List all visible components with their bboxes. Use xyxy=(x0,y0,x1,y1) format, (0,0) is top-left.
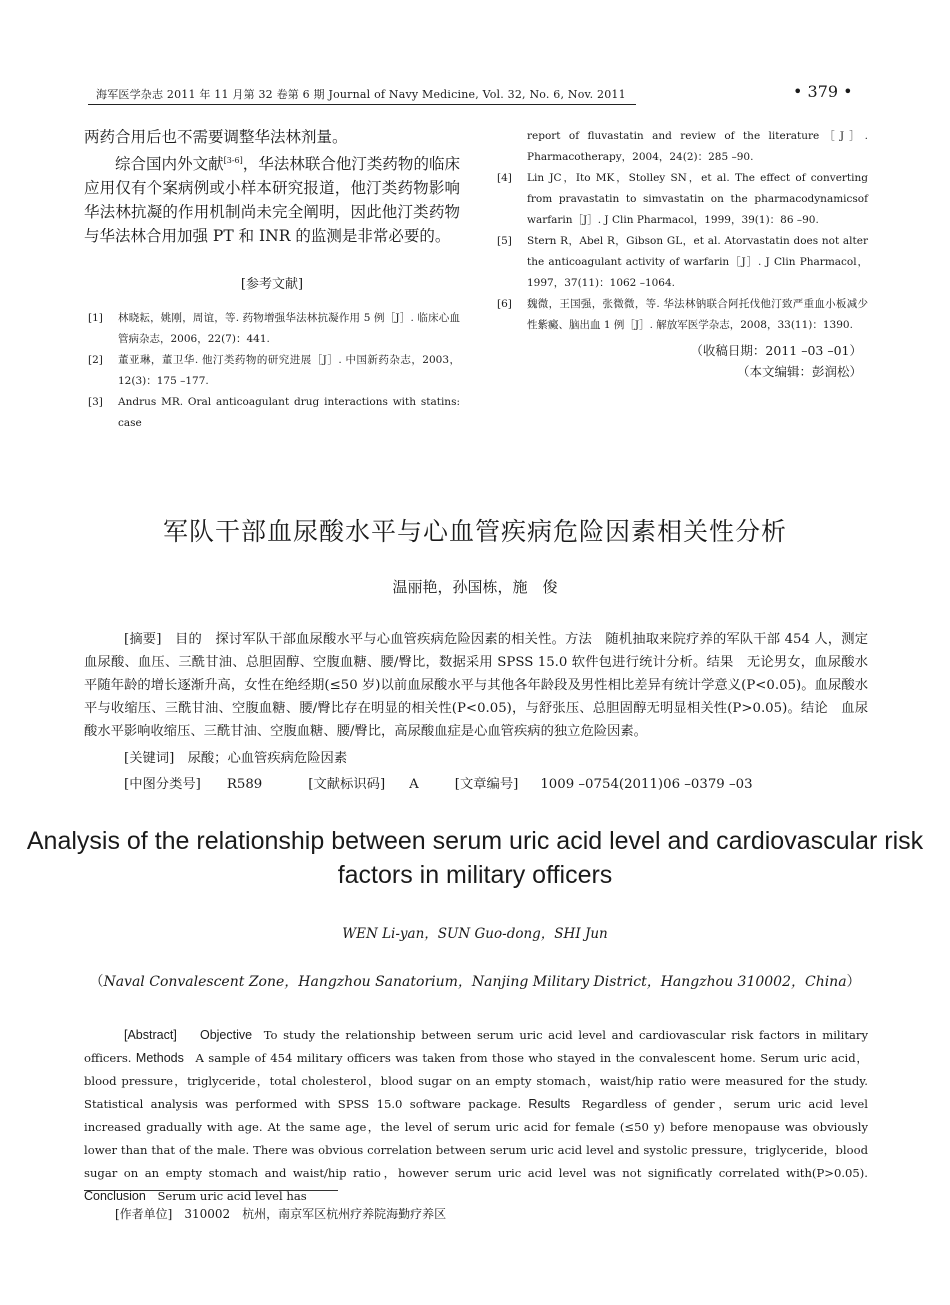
received-date: （收稿日期：2011 –03 –01） xyxy=(690,343,862,358)
reference-6 xyxy=(497,294,868,336)
right-column xyxy=(497,126,868,382)
reference-text: Andrus MR. Oral anticoagulant drug interactions with statins: case xyxy=(118,396,460,430)
reference-5 xyxy=(497,231,868,294)
reference-text: 董亚琳，董卫华. 他汀类药物的研究进展［J］. 中国新药杂志，2003，12(3)：175 –177. xyxy=(118,354,460,388)
body-paragraph-1: 两药合用后也不需要调整华法林剂量。 xyxy=(84,128,348,146)
affiliation-open: （ xyxy=(89,974,104,990)
author-affiliation-footnote: [作者单位] 310002 杭州，南京军区杭州疗养院海勤疗养区 xyxy=(115,1207,447,1221)
chinese-title: 军队干部血尿酸水平与心血管疾病危险因素相关性分析 xyxy=(162,517,787,546)
running-header: 海军医学杂志 2011 年 11 月第 32 卷第 6 期 Journal of Navy Medicine, Vol. 32, No. 6, Nov. 2011 xyxy=(96,88,626,101)
reference-3-cont xyxy=(497,126,868,168)
body-paragraph-2-start: 综合国内外文献 xyxy=(115,155,224,174)
reference-text: 林晓耘，姚刚，周谊，等. 药物增强华法林抗凝作用 5 例［J］. 临床心血管病杂志，2006，22(7)：441. xyxy=(118,312,460,346)
reference-number: [2] xyxy=(88,354,103,367)
english-title: Analysis of the relationship between serum uric acid level and cardiovascular risk factors in military officers xyxy=(26,827,924,889)
doc-code-label: [文献标识码] xyxy=(308,777,386,792)
citation: [3-6] xyxy=(223,156,243,165)
results-label: Results xyxy=(528,1097,571,1111)
header-rule xyxy=(88,104,636,105)
doc-code-value: A xyxy=(409,777,419,792)
reference-2 xyxy=(84,350,460,392)
article-id-value: 1009 –0754(2011)06 –0379 –03 xyxy=(540,777,753,792)
editor-note: （本文编辑：彭润松） xyxy=(736,364,862,379)
references-title: [参考文献] xyxy=(240,277,304,293)
chinese-abstract-text: [摘要] 目的 探讨军队干部血尿酸水平与心血管疾病危险因素的相关性。方法 随机抽取来院疗养的军队干部 454 人，测定血尿酸、血压、三酰甘油、总胆固醇、空腹血糖、腰/臀比，数据采用 SPSS 15.0 软件包进行统计分析。结果 无论男女，血尿酸水平随年龄的增长逐渐升高，女性在绝经期(≤50 岁)以前血尿酸水平与其他各年龄段及男性相比差异有统计学意义(P<0.05)。血尿酸水平与收缩压、三酰甘油、空腹血糖、腰/臀比存在明显的相关性(P<0.05)，与舒张压、总胆固醇无明显相关性(P>0.05)。结论 血尿酸水平影响收缩压、三酰甘油、空腹血糖、腰/臀比，高尿酸血症是心血管疾病的独立危险因素。 xyxy=(84,632,868,739)
abstract-label: [Abstract] xyxy=(124,1028,177,1042)
reference-number: [3] xyxy=(88,396,103,409)
page-number: • 379 • xyxy=(793,82,853,101)
affiliation-text: Naval Convalescent Zone，Hangzhou Sanatorium，Nanjing Military District，Hangzhou 310002，China xyxy=(103,974,847,990)
english-abstract xyxy=(84,1024,868,1208)
reference-1 xyxy=(84,308,460,350)
reference-text: Lin JC，Ito MK，Stolley SN，et al. The effect of converting from pravastatin to simvastatin on the pharmacodynamicsof warfarin［J］. J Clin Pharmacol，1999，39(1)：86 –90. xyxy=(527,172,868,226)
english-authors: WEN Li-yan，SUN Guo-dong，SHI Jun xyxy=(342,926,608,942)
reference-text: report of fluvastatin and review of the literature［J］. Pharmacotherapy，2004，24(2)：285 –90. xyxy=(527,130,868,163)
reference-number: [1] xyxy=(88,312,103,325)
methods-text: A sample of 454 military officers was taken from those who stayed in the convalescent home. Serum uric acid，blood pressure，triglyceride，total cholesterol，blood sugar on an empty stomach，waist/hip ratio were measured for the study. Statistical analysis was performed with SPSS 15.0 software package. xyxy=(84,1051,869,1111)
body-paragraph-2 xyxy=(84,149,460,248)
reference-number: [4] xyxy=(497,172,512,184)
classification-line xyxy=(124,773,753,792)
conclusion-label: Conclusion xyxy=(84,1189,146,1203)
article-id-label: [文章编号] xyxy=(454,777,519,792)
clc-value: R589 xyxy=(226,777,263,792)
objective-text: To study the relationship between serum uric acid level and cardiovascular risk factors in military officers. xyxy=(84,1028,868,1065)
reference-text: Stern R，Abel R，Gibson GL，et al. Atorvastatin does not alter the anticoagulant activity of warfarin［J］. J Clin Pharmacol，1997，37(11)：1062 –1064. xyxy=(527,235,868,289)
footnote-rule xyxy=(84,1190,338,1191)
affiliation-close: ） xyxy=(846,974,861,990)
results-text: Regardless of gender，serum uric acid level increased gradually with age. At the same age，the level of serum uric acid for female (≤50 y) before menopause was obviously lower than that of the male. There was obvious correlation between serum uric acid level and systolic pressure，triglyceride，blood sugar on an empty stomach and waist/hip ratio，however serum uric acid level was not significatly correlated with(P>0.05). xyxy=(84,1097,869,1180)
chinese-authors: 温丽艳，孙国栋，施 俊 xyxy=(392,578,558,596)
body-paragraph-2-rest: ，华法林联合他汀类药物的临床应用仅有个案病例或小样本研究报道，他汀类药物影响华法林抗凝的作用机制尚未完全阐明，因此他汀类药物与华法林合用加强 PT 和 INR 的监测是非常必要的。 xyxy=(84,155,460,246)
chinese-keywords: [关键词] 尿酸；心血管疾病危险因素 xyxy=(124,751,348,766)
english-abstract-text xyxy=(84,1024,868,1208)
methods-label: Methods xyxy=(135,1051,184,1065)
previous-article-body xyxy=(84,125,460,248)
conclusion-text: Serum uric acid level has xyxy=(157,1189,307,1203)
reference-4 xyxy=(497,168,868,231)
clc-label: [中图分类号] xyxy=(124,777,201,792)
chinese-abstract xyxy=(84,628,868,743)
reference-3-start xyxy=(84,392,460,434)
reference-number: [5] xyxy=(497,235,512,247)
english-affiliation xyxy=(0,971,950,991)
objective-label: Objective xyxy=(199,1028,253,1042)
left-column xyxy=(84,125,460,434)
reference-number: [6] xyxy=(497,298,512,310)
reference-text: 魏微，王国强，张微微，等. 华法林钠联合阿托伐他汀致严重血小板减少性紫癜、脑出血 1 例［J］. 解放军医学杂志，2008，33(11)：1390. xyxy=(527,298,868,331)
